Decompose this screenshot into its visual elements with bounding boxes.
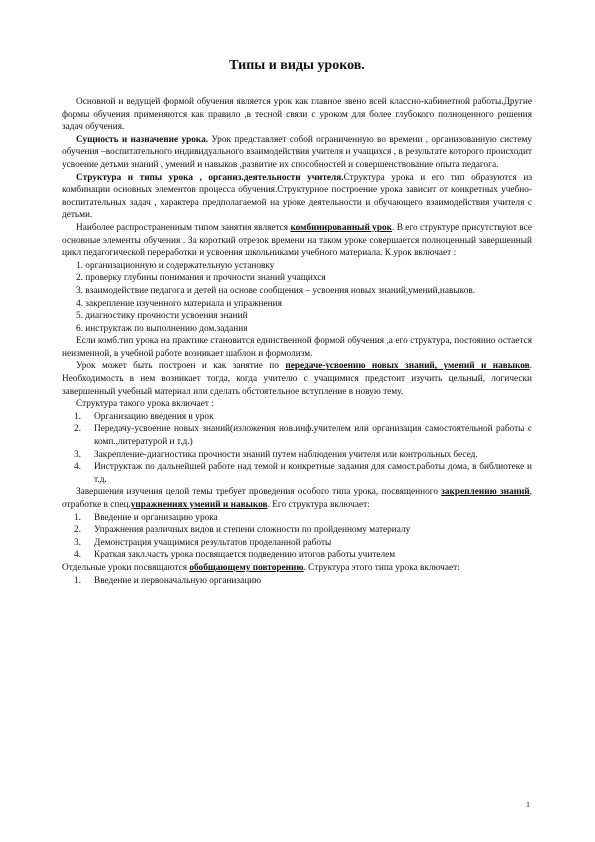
combined-lesson-list xyxy=(62,260,532,336)
essence-heading: Сущность и назначение урока. xyxy=(76,134,209,145)
list-item: 2. проверку глубины понимания и прочности знаний учащихся xyxy=(76,273,326,284)
paragraph-structure-intro: Структура такого урока включает : xyxy=(76,399,214,410)
paragraph-essence xyxy=(62,134,532,172)
list-item: 5. диагностику прочности усвоения знаний xyxy=(76,311,248,322)
paragraph-consolidation: Завершения изучения целой темы требует проведения особого типа урока, посвященного закреплению знаний, отработке в спец.упражнениях умений и навыков. Его структура включает: xyxy=(62,487,532,510)
consolidation-term: закреплению знаний xyxy=(441,487,530,498)
list-item: 3. Демонстрация учащимися результатов проделанной работы xyxy=(74,537,332,548)
list-item: 4. Краткая закл.часть урока посвящается подведению итогов работы учителем xyxy=(74,550,396,561)
list-item: 2. Упражнения различных видов и степени сложности по пройденному материалу xyxy=(74,525,411,536)
list-item: 3. взаимодействие педагога и детей на основе сообщения – усвоения новых знаний,умений,навыков. xyxy=(76,285,476,296)
list-item: 1. Введение и первоначальную организацию xyxy=(74,575,262,586)
list-item: 1. Введение и организацию урока xyxy=(74,512,218,523)
document-page xyxy=(62,58,532,587)
paragraph-review: Отдельные уроки посвящаются обобщающему повторению. Структура этого типа урока включает: xyxy=(62,562,460,573)
page-number: 1 xyxy=(526,800,530,809)
paragraph-template-warning: Если комб.тип урока на практике становится единственной формой обучения ,а его структура, постоянно остается неизменной, в учебной работе возникает шаблон и формолизм. xyxy=(62,336,532,359)
paragraph-structure xyxy=(62,172,532,222)
list-item: 4. закрепление изученного материала и упражнения xyxy=(76,298,282,309)
new-knowledge-list xyxy=(62,411,532,487)
list-item: 1. Организацию введения в урок xyxy=(74,411,214,422)
paragraph-new-knowledge: Урок может быть построен и как занятие по передаче-усвоению новых знаний, умений и навыков. Необходимость в нем возникает тогда, когда учителю с учащимися предстоит изучить цельный, логически завершенный учебный материал или сделать обстоятельное вступление в новую тему. xyxy=(62,361,533,397)
list-item: 3. Закрепление-диагностика прочности знаний путем наблюдения учителя или контрольных бесед. xyxy=(74,449,478,460)
exercises-term: упражнениях умений и навыков xyxy=(130,500,268,510)
combined-lesson-term: комбинированный урок xyxy=(290,222,393,233)
review-term: обобщающему повторению xyxy=(189,562,304,573)
structure-text: Структура урока и его тип образуются из комбинации основных элементов процесса обучения.Структурное построение урока зависит от конкретных учебно-воспитательных задач , характера предполагаемой на уроке деятельности и обучающего взаимодействия учителя с детьми. xyxy=(62,172,532,221)
review-list xyxy=(62,575,532,588)
list-item: 2. Передачу-усвоение новых знаний(изложения нов.инф.учителем или организация самостоятельной работы с комп.,литературой и т.д.) xyxy=(74,424,532,448)
list-item: 4. Инструктаж по дальнейшей работе над темой и конкретные задания для самост.работы дома, в библиотеке и т.д. xyxy=(74,462,532,485)
essence-text: Урок представляет собой ограниченную во времени , организованную систему обучения –воспитательного индивидуального взаимодействия учителя и учащихся , в результате которого происходит усвоение детьми знаний , умений и навыков ,развитие их способностей и совершенствование опыта педагога. xyxy=(62,134,532,170)
list-item: 6. инструктаж по выполнению дом.задания xyxy=(76,323,248,334)
paragraph-combined: Наиболее распространенным типом занятия является комбинированный урок. В его структуре присутствуют все основные элементы обучения . За короткий отрезок времени на таком уроке совершается полноценный завершенный цикл педагогической переработки и усвоения школьниками учебного материала. К.урок включает : xyxy=(62,222,532,259)
new-knowledge-term: передаче-усвоению новых знаний, умений и навыков xyxy=(285,361,530,372)
list-item: 1. организационную и содержательную установку xyxy=(76,260,275,271)
structure-heading: Структура и типы урока , организ.деятельности учителя. xyxy=(76,172,344,183)
document-title: Типы и виды уроков. xyxy=(229,58,365,73)
consolidation-list xyxy=(62,512,532,562)
paragraph-intro: Основной и ведущей формой обучения является урок как главное звено всей классно-кабинетной работы.Другие формы обучения применяются как правило ,в тесной связи с уроком для более глубокого полноценного решения задач обучения. xyxy=(62,97,532,133)
